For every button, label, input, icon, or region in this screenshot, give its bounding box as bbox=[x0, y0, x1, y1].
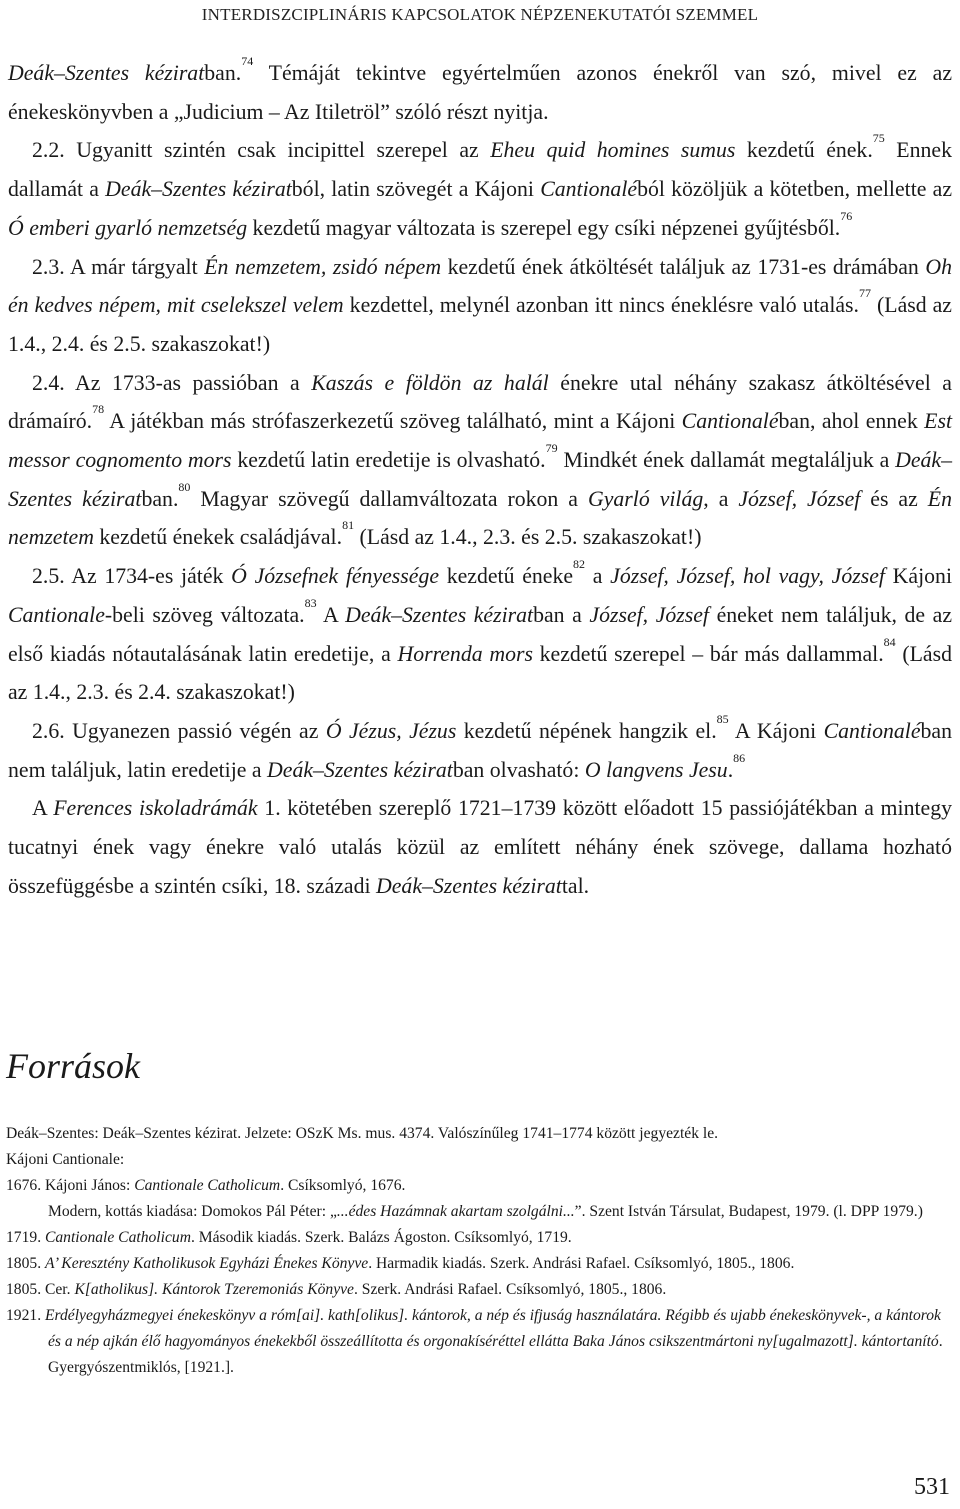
italic-text: Ó emberi gyarló nemzetség bbox=[8, 215, 248, 240]
footnote-ref: 75 bbox=[872, 131, 885, 146]
text-run: A bbox=[32, 796, 54, 821]
source-entry bbox=[6, 1251, 952, 1277]
footnote-ref: 81 bbox=[342, 518, 355, 533]
text-run: (Lásd az 1.4., 2.3. és 2.4. szakaszokat!) bbox=[8, 641, 952, 705]
footnote-ref: 86 bbox=[733, 750, 746, 765]
text-run: 1719. bbox=[6, 1229, 45, 1246]
italic-text: Eheu quid homines sumus bbox=[490, 138, 736, 163]
text-run: 1. kötetében szereplő 1721–1739 között előadott 15 passiójátékban a mintegy tucatnyi ének vagy énekre való utalás közül az említett néhány ének szövege, dallama hozható összefüggésbe a szintén csíki, 18. századi bbox=[8, 796, 952, 898]
italic-text: Ó Jézus, Jézus bbox=[325, 718, 457, 743]
paragraph-2-4 bbox=[8, 364, 952, 558]
footnote-ref: 82 bbox=[573, 557, 586, 572]
text-run: Kájoni bbox=[884, 564, 953, 589]
text-run: kezdetű énekek családjával. bbox=[93, 525, 343, 550]
footnote-ref: 78 bbox=[92, 402, 105, 417]
text-run: ból, latin szövegét a Kájoni bbox=[291, 177, 541, 202]
text-run: Mindkét ének dallamát megtaláljuk a bbox=[557, 448, 896, 473]
text-run: Modern, kottás kiadása: Domokos Pál Péter: „ bbox=[48, 1203, 337, 1220]
italic-text: József, József bbox=[589, 602, 709, 627]
paragraph-2-5 bbox=[8, 557, 952, 712]
text-run: kezdetű éneke bbox=[439, 564, 574, 589]
italic-text: Deák–Szentes kézirat bbox=[8, 448, 952, 511]
text-run: kezdetű ének. bbox=[735, 138, 873, 163]
text-run: kezdetű magyar változata is szerepel egy csíki népzenei gyűjtésből. bbox=[247, 215, 841, 240]
text-run: . bbox=[727, 757, 734, 782]
text-run: A játékban más strófaszerkezetű szöveg található, mint a Kájoni bbox=[104, 409, 682, 434]
source-entry bbox=[6, 1303, 952, 1381]
text-run: Kájoni Cantionale: bbox=[6, 1151, 125, 1168]
text-run: , a bbox=[703, 486, 739, 511]
footnote-ref: 77 bbox=[858, 286, 871, 301]
body-text bbox=[8, 54, 952, 905]
paragraph bbox=[8, 54, 952, 131]
text-run: Magyar szövegű dallamváltozata rokon a bbox=[190, 486, 588, 511]
text-run: 2.5. Az 1734-es játék bbox=[32, 564, 232, 589]
italic-text: Horrenda mors bbox=[397, 641, 533, 666]
italic-text: Deák–Szentes kézirat bbox=[345, 602, 534, 627]
text-run: Témáját tekintve egyértelműen azonos énekről van szó, mivel ez az énekeskönyvben a „Judicium – Az Itiletröl” szóló részt nyitja. bbox=[8, 61, 953, 124]
text-run: tal. bbox=[561, 873, 590, 898]
text-run: Ennek dallamát a bbox=[8, 138, 952, 202]
italic-text: K[atholikus]. Kántorok Tzeremoniás Könyve bbox=[74, 1281, 354, 1298]
italic-text: Cantionalé bbox=[681, 409, 779, 434]
italic-text: Ferences iskoladrámák bbox=[53, 796, 258, 821]
text-run: éneket nem találjuk, de az első kiadás nótautalásának latin eredetije, a bbox=[8, 602, 953, 666]
source-entry-sub bbox=[6, 1199, 952, 1225]
italic-text: Én nemzetem bbox=[8, 486, 952, 550]
footnote-ref: 80 bbox=[178, 479, 191, 494]
text-run: ból közöljük a kötetben, mellette az bbox=[637, 177, 953, 202]
text-run: Deák–Szentes: Deák–Szentes kézirat. Jelzete: OSzK Ms. mus. 4374. Valószínűleg 1741–1774 között jegyezték le. bbox=[6, 1125, 719, 1142]
text-run: (Lásd az 1.4., 2.4. és 2.5. szakaszokat!) bbox=[8, 293, 952, 356]
italic-text: Kaszás e földön az halál bbox=[311, 370, 549, 395]
italic-text: József, József bbox=[738, 486, 861, 511]
text-run: ban a bbox=[533, 602, 590, 627]
text-run: 1805. Cer. bbox=[6, 1281, 75, 1298]
paragraph-2-3 bbox=[8, 248, 952, 364]
italic-text: Ó Józsefnek fényessége bbox=[231, 564, 440, 589]
text-run: kezdettel, melynél azonban itt nincs éneklésre való utalás. bbox=[343, 293, 859, 318]
italic-text: József, József, hol vagy, József bbox=[610, 564, 885, 589]
text-run: 2.4. Az 1733-as passióban a bbox=[32, 370, 312, 395]
source-entry bbox=[6, 1173, 952, 1199]
italic-text: Cantionalé bbox=[823, 718, 921, 743]
italic-text: ...édes Hazámnak akartam szolgálni... bbox=[336, 1203, 575, 1220]
italic-text: Deák–Szentes kézirat bbox=[105, 177, 292, 202]
footnote-ref: 79 bbox=[545, 441, 558, 456]
text-run: ban, ahol ennek bbox=[778, 409, 925, 434]
text-run: 2.6. Ugyanezen passió végén az bbox=[32, 718, 326, 743]
paragraph-closing bbox=[8, 789, 952, 905]
italic-text: Cantionalé bbox=[540, 177, 638, 202]
text-run: kezdetű latin eredetije is olvasható. bbox=[231, 448, 546, 473]
text-run: 1921. bbox=[6, 1307, 45, 1324]
text-run: -beli szöveg változata. bbox=[104, 602, 305, 627]
sources-list bbox=[6, 1121, 952, 1381]
text-run: ban. bbox=[141, 486, 179, 511]
text-run: és az bbox=[860, 486, 928, 511]
text-run: kezdetű ének átköltését találjuk az 1731-es drámában bbox=[441, 254, 926, 279]
text-run: . Harmadik kiadás. Szerk. Andrási Rafael. Csíksomlyó, 1805., 1806. bbox=[368, 1255, 795, 1272]
footnote-ref: 84 bbox=[883, 634, 896, 649]
paragraph-2-2 bbox=[8, 131, 952, 247]
text-run: ”. Szent István Társulat, Budapest, 1979. (l. DPP 1979.) bbox=[574, 1203, 923, 1220]
italic-text: A’ Keresztény Katholikusok Egyházi Énekes Könyve bbox=[44, 1255, 369, 1272]
italic-text: Deák–Szentes kézirat bbox=[267, 757, 453, 782]
footnote-ref: 76 bbox=[840, 208, 853, 223]
footnote-ref: 74 bbox=[241, 54, 254, 68]
text-run: . Gyergyószentmiklós, [1921.]. bbox=[48, 1333, 943, 1376]
text-run: 1805. bbox=[6, 1255, 45, 1272]
running-header: INTERDISZCIPLINÁRIS KAPCSOLATOK NÉPZENEKUTATÓI SZEMMEL bbox=[201, 5, 759, 24]
text-run: 2.3. A már tárgyalt bbox=[32, 254, 205, 279]
text-run: ban nem találjuk, latin eredetije a bbox=[8, 718, 952, 782]
footnote-ref: 83 bbox=[304, 595, 317, 610]
paragraph-2-6 bbox=[8, 712, 952, 789]
italic-text: Oh én kedves népem, mit cselekszel velem bbox=[8, 254, 952, 318]
italic-text: Erdélyegyházmegyei énekeskönyv a róm[ai]. kath[olikus]. kántorok, a nép és ifjuság használatára. Régibb és ujabb énekeskönyvek-, a kántorok és a nép ajkán élő hagyományos énekekből összeállította és orgonakíséréttel ellátta Baka János csikszentmártoni ny[ugalmazott]. kántortanító bbox=[44, 1307, 941, 1350]
text-run: 2.2. Ugyanitt szintén csak incipittel szerepel az bbox=[32, 138, 491, 163]
text-run: . Szerk. Andrási Rafael. Csíksomlyó, 1805., 1806. bbox=[353, 1281, 667, 1298]
text-run: kezdetű népének hangzik el. bbox=[456, 718, 717, 743]
text-run: ban olvasható: bbox=[452, 757, 585, 782]
source-entry bbox=[6, 1121, 952, 1147]
italic-text: Cantionale Catholicum bbox=[134, 1177, 281, 1194]
text-run: A bbox=[316, 602, 346, 627]
source-entry bbox=[6, 1277, 952, 1303]
italic-text: Deák–Szentes kézirat bbox=[376, 873, 562, 898]
text-run: kezdetű szerepel – bár más dallammal. bbox=[532, 641, 884, 666]
text-run: . Csíksomlyó, 1676. bbox=[280, 1177, 406, 1194]
italic-text: Deák–Szentes kézirat bbox=[8, 61, 205, 85]
footnote-ref: 85 bbox=[716, 711, 729, 726]
text-run: A Kájoni bbox=[728, 718, 824, 743]
italic-text: Cantionale bbox=[8, 602, 105, 627]
italic-text: Est messor cognomento mors bbox=[8, 409, 952, 473]
italic-text: O langvens Jesu bbox=[584, 757, 728, 782]
source-entry bbox=[6, 1147, 952, 1173]
text-run: 1676. Kájoni János: bbox=[6, 1177, 135, 1194]
italic-text: Én nemzetem, zsidó népem bbox=[204, 254, 442, 279]
text-run: énekre utal néhány szakasz átköltésével a drámaíró. bbox=[8, 370, 952, 434]
italic-text: Gyarló világ bbox=[587, 486, 704, 511]
text-run: (Lásd az 1.4., 2.3. és 2.5. szakaszokat!) bbox=[354, 525, 702, 550]
text-run: ban. bbox=[204, 61, 242, 85]
source-entry bbox=[6, 1225, 952, 1251]
text-run: a bbox=[585, 564, 611, 589]
sources-heading: Források bbox=[6, 1046, 140, 1086]
italic-text: Cantionale Catholicum bbox=[44, 1229, 191, 1246]
page-number: 531 bbox=[914, 1474, 950, 1500]
text-run: . Második kiadás. Szerk. Balázs Ágoston. Csíksomlyó, 1719. bbox=[190, 1229, 572, 1246]
